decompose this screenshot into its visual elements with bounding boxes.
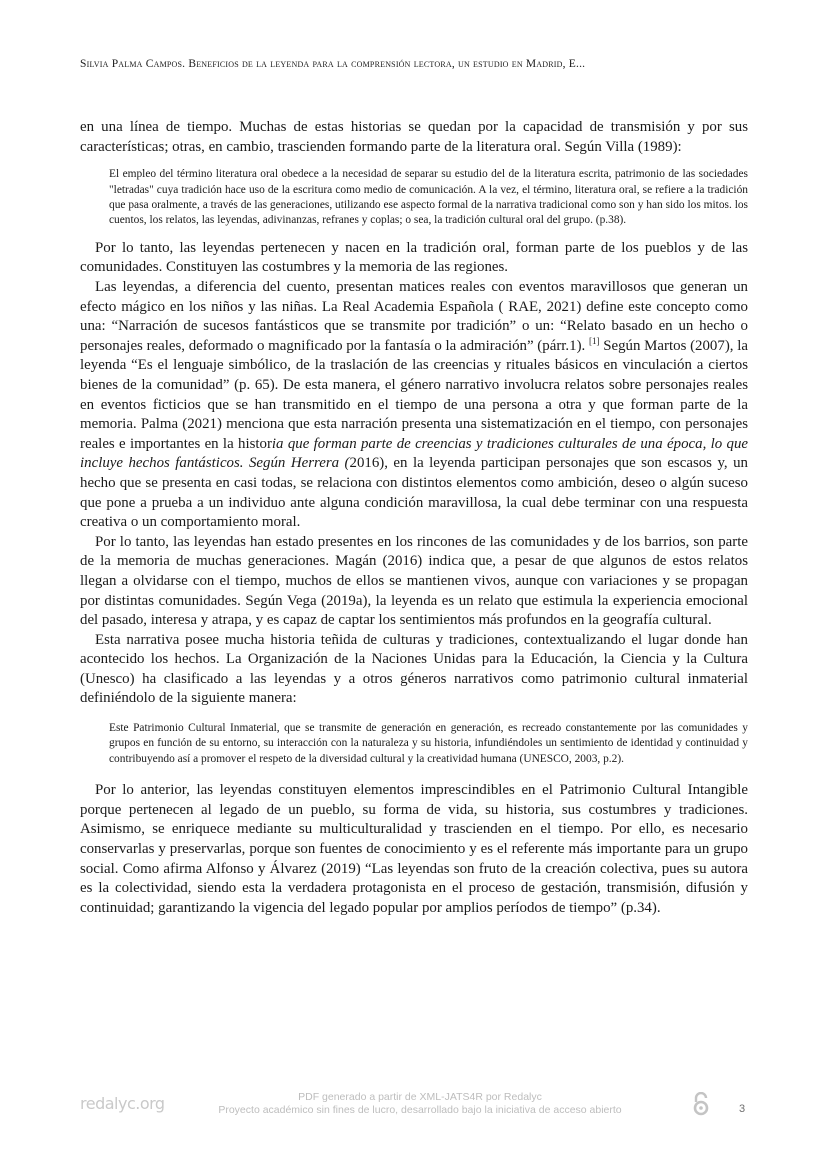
paragraph-memory: Por lo tanto, las leyendas han estado presentes en los rincones de las comunidades y de los barrios, son parte de la memoria de muchas generaciones. Magán (2016) indica que, a pesar de que algunos de estos relatos llegan a olvidarse con el tiempo, muchos de ellos se mantienen vivos, aunque con variaciones y se propagan por distintas comunidades. Según Vega (2019a), la leyenda es un relato que estimula la experiencia emocional del pasado, interesa y atrapa, y es capaz de captar los sentimientos más profundos en la geografía cultural. [80, 533, 748, 629]
page-number: 3 [739, 1103, 746, 1115]
open-access-icon [690, 1092, 712, 1116]
paragraph-continuation: en una línea de tiempo. Muchas de estas historias se quedan por la capacidad de transmisión y por sus características; otras, en cambio, trascienden formando parte de la literatura oral. Según Villa (1989): [80, 119, 748, 155]
definition-text-end: 2016), en la leyenda participan personajes que son escasos y, un hecho que se presenta en casi todas, se relaciona con distintos elementos como ambición, deseo o algún suceso que pone a prueba a un individuo ante alguna condición maravillosa, la cual debe terminar con una respuesta creativa o un comportamiento moral. [80, 455, 748, 531]
definition-text-italic: ia que forman parte de creencias y tradiciones culturales de una época, lo que incluye hechos fantásticos. Según Herrera ( [80, 435, 748, 472]
footer-line-2: Proyecto académico sin fines de lucro, desarrollado bajo la iniciativa de acceso abierto [218, 1104, 622, 1116]
paragraph-heritage: Por lo anterior, las leyendas constituyen elementos imprescindibles en el Patrimonio Cultural Intangible porque pertenecen al legado de un pueblo, su forma de vida, su historia, sus costumbres y tradiciones. Asimismo, se enriquece mediante su multiculturalidad y trascienden en el tiempo. Por ello, es necesario conservarlas y preservarlas, porque son fuentes de conocimiento y es el referente más importante para un grupo social. Como afirma Alfonso y Álvarez (2019) “Las leyendas son fruto de la creación colectiva, pues su autora es la colectividad, siendo esta la verdadera protagonista en el proceso de gestación, transmisión, difusión y continuidad; garantizando la vigencia del legado popular por amplios períodos de tiempo” (p.34). [80, 782, 748, 916]
redalyc-logo: redalyc.org [80, 1094, 165, 1113]
block-quote-unesco: Este Patrimonio Cultural Inmaterial, que se transmite de generación en generación, es recreado constantemente por las comunidades y grupos en función de su entorno, su interacción con la naturaleza y su historia, infundiéndoles un sentimiento de identidad y continuidad y contribuyendo así a promover el respeto de la diversidad cultural y la creatividad humana (UNESCO, 2003, p.2). [109, 722, 748, 765]
running-header: Silvia Palma Campos. Beneficios de la leyenda para la comprensión lectora, un estudio en Madrid, E... [80, 58, 586, 70]
footnote-ref-1[interactable]: [1] [589, 335, 600, 346]
paragraph-oral-tradition: Por lo tanto, las leyendas pertenecen y nacen en la tradición oral, forman parte de los pueblos y de las comunidades. Constituyen las costumbres y la memoria de las regiones. [80, 239, 748, 276]
footer-line-1: PDF generado a partir de XML-JATS4R por Redalyc [298, 1091, 542, 1103]
article-body [80, 118, 748, 918]
definition-text-start: Las leyendas, a diferencia del cuento, presentan matices reales con eventos maravillosos que generan un efecto mágico en los niños y las niñas. La Real Academia Española ( RAE, 2021) define este concepto como una: “Narración de sucesos fantásticos que se transmite por tradición” o un: “Relato basado en un hecho o personajes reales, deformado o magnificado por la fantasía o la admiración” (párr.1). [80, 279, 748, 354]
paragraph-unesco: Esta narrativa posee mucha historia teñida de culturas y tradiciones, contextualizando el lugar donde han acontecido los hechos. La Organización de la Naciones Unidas para la Educación, la Ciencia y la Cultura (Unesco) ha clasificado a las leyendas y a otros géneros narrativos como patrimonio cultural inmaterial definiéndolo de la siguiente manera: [80, 631, 748, 707]
definition-text-middle: Según Martos (2007), la leyenda “Es el lenguaje simbólico, de la traslación de las creencias y rituales básicos en vinculación a ciertos bienes de la comunidad” (p. 65). De esta manera, el género narrativo involucra relatos sobre personajes reales en eventos ficticios que se han transmitido en el tiempo de una persona a otra y que forman parte de la memoria. Palma (2021) menciona que esta narración presenta una sistematización en el tiempo, con personajes reales e importantes en la histor [80, 337, 748, 452]
block-quote-villa: El empleo del término literatura oral obedece a la necesidad de separar su estudio del de la literatura escrita, patrimonio de las sociedades "letradas" cuya tradición hace uso de la escritura como medio de comunicación. A la vez, el término, literatura oral, se refiere a la tradición que pasa oralmente, a través de las generaciones, utilizando ese aspecto formal de la narrativa tradicional como son y han sido los mitos. los cuentos, los relatos, las leyendas, adivinanzas, refranes y coplas; o sea, la tradición cultural oral del grupo. (p.38). [109, 168, 748, 227]
paragraph-definition [80, 278, 748, 533]
footer-credit [190, 1091, 650, 1117]
